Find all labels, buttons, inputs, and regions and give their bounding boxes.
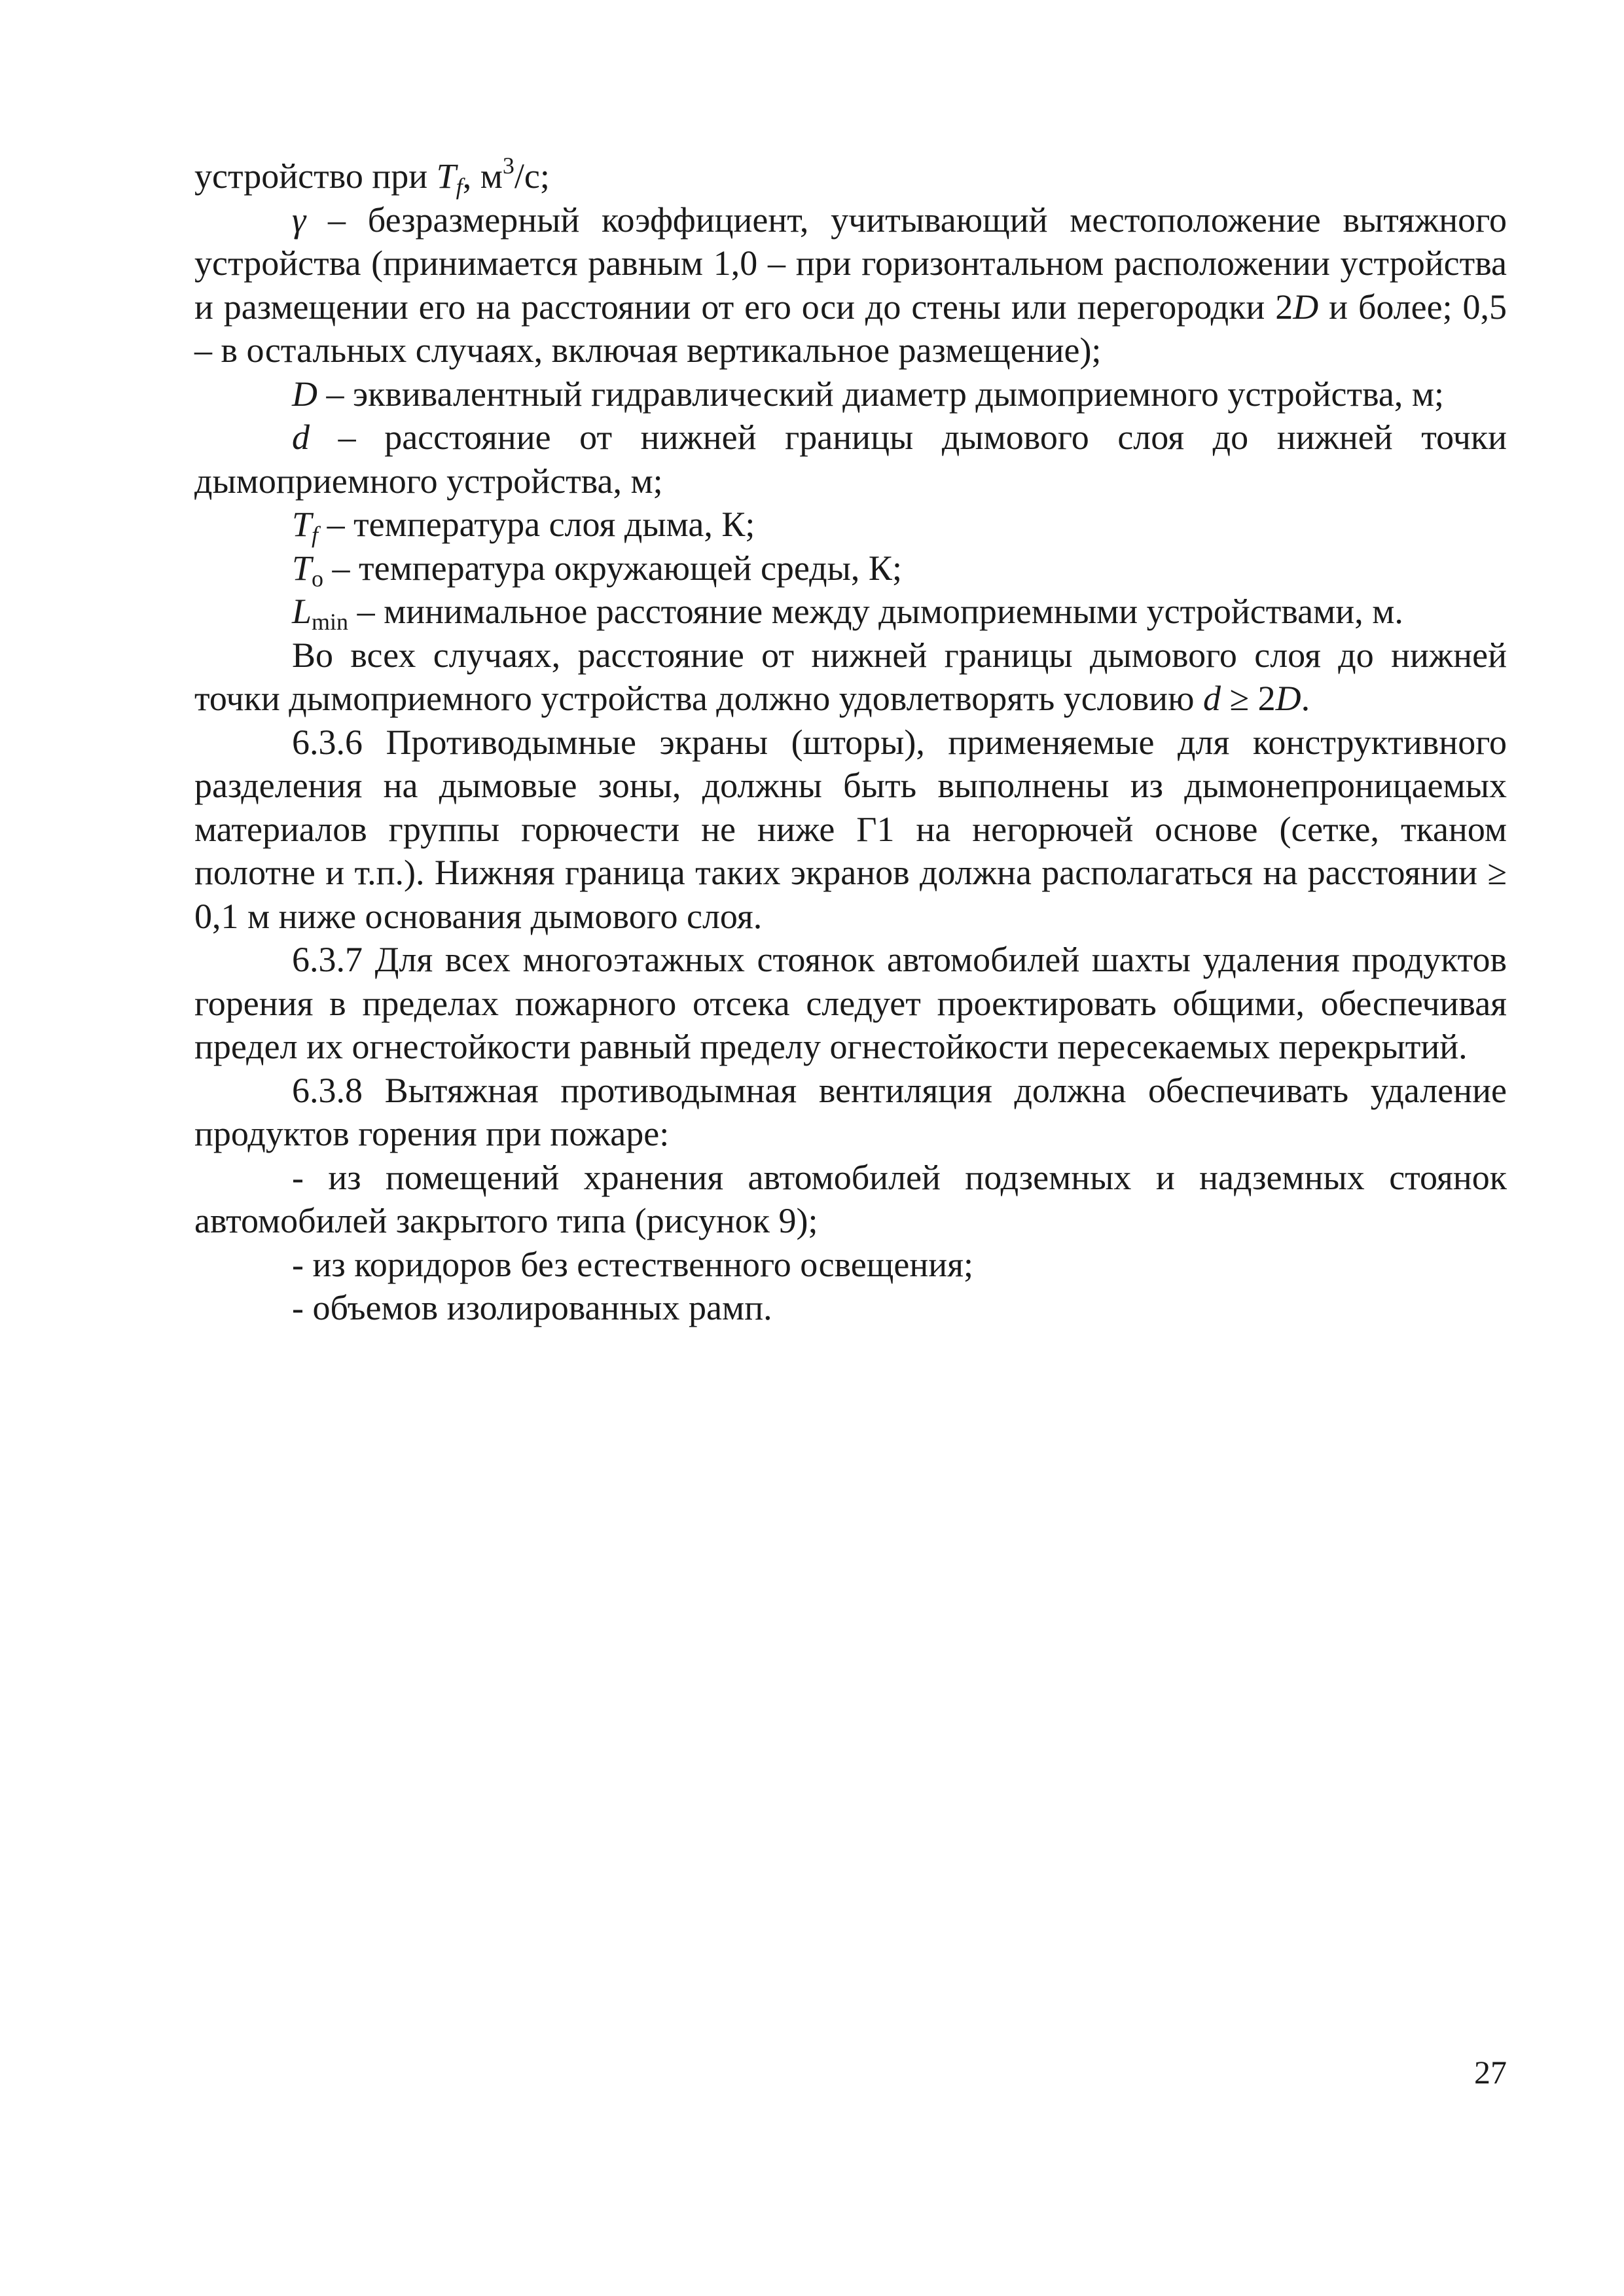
text-run: , м — [462, 156, 503, 196]
symbol-T: T — [292, 548, 312, 588]
list-item: - из коридоров без естественного освещения; — [292, 1244, 973, 1284]
list-item: - объемов изолированных рамп. — [292, 1288, 772, 1327]
symbol-D: D — [292, 374, 317, 414]
text-run: – температура слоя дыма, К; — [318, 505, 755, 544]
symbol-T: T — [436, 156, 456, 196]
paragraph-d-definition — [194, 416, 1507, 503]
symbol-d: d — [292, 418, 310, 457]
paragraph-Lmin-definition — [194, 590, 1507, 634]
page-number: 27 — [1474, 2054, 1507, 2090]
text-run: Во всех случаях, расстояние от нижней границы дымового слоя до нижней точки дымоприемного устройства должно удовлетворять условию — [194, 635, 1507, 718]
text-run: – расстояние от нижней границы дымового слоя до нижней точки дымоприемного устройства, м; — [194, 418, 1507, 501]
paragraph-D-definition — [194, 372, 1507, 416]
text-run: и более; 0,5 – в остальных случаях, включая вертикальное размещение); — [194, 287, 1507, 370]
paragraph-condition — [194, 634, 1507, 721]
text-run: . — [1301, 679, 1310, 718]
symbol-L: L — [292, 592, 312, 631]
text-run: устройство при — [194, 156, 437, 196]
subscript-f: f — [312, 522, 319, 548]
paragraph-To-definition — [194, 547, 1507, 590]
subscript-min: min — [312, 609, 349, 635]
text-run: /с; — [514, 156, 550, 196]
symbol-gamma: γ — [292, 200, 306, 240]
text-run: – минимальное расстояние между дымоприемными устройствами, м. — [348, 592, 1403, 631]
clause-6-3-7: 6.3.7 Для всех многоэтажных стоянок автомобилей шахты удаления продуктов горения в пределах пожарного отсека следует проектировать общими, обеспечивая предел их огнестойкости равный пределу огнестойкости пересекаемых перекрытий. — [194, 940, 1507, 1066]
paragraph-Tf-definition — [194, 503, 1507, 547]
text-run: ≥ 2 — [1220, 679, 1276, 718]
symbol-d: d — [1202, 679, 1221, 718]
symbol-T: T — [292, 505, 312, 544]
symbol-D: D — [1275, 679, 1301, 718]
list-item: - из помещений хранения автомобилей подземных и надземных стоянок автомобилей закрытого типа (рисунок 9); — [194, 1157, 1507, 1240]
symbol-D: D — [1293, 287, 1319, 327]
paragraph-0-continuation — [194, 154, 1507, 198]
text-run: – эквивалентный гидравлический диаметр дымоприемного устройства, м; — [317, 374, 1445, 414]
subscript-f: f — [456, 173, 463, 200]
text-run: – температура окружающей среды, К; — [323, 548, 902, 588]
clause-6-3-8: 6.3.8 Вытяжная противодымная вентиляция должна обеспечивать удаление продуктов горения при пожаре: — [194, 1070, 1507, 1153]
document-body — [194, 154, 1507, 1330]
superscript-3: 3 — [502, 152, 514, 179]
text-run: – безразмерный коэффициент, учитывающий местоположение вытяжного устройства (принимается равным 1,0 – при горизонтальном расположении устройства и размещении его на расстоянии от его оси до стены или перегородки 2 — [194, 200, 1507, 327]
clause-6-3-6: 6.3.6 Противодымные экраны (шторы), применяемые для конструктивного разделения на дымовые зоны, должны быть выполнены из дымонепроницаемых материалов группы горючести не ниже Г1 на негорючей основе (сетке, тканом полотне и т.п.). Нижняя граница таких экранов должна располагаться на расстоянии ≥ 0,1 м ниже основания дымового слоя. — [194, 722, 1507, 936]
subscript-o: o — [312, 565, 324, 592]
paragraph-gamma-definition — [194, 198, 1507, 372]
